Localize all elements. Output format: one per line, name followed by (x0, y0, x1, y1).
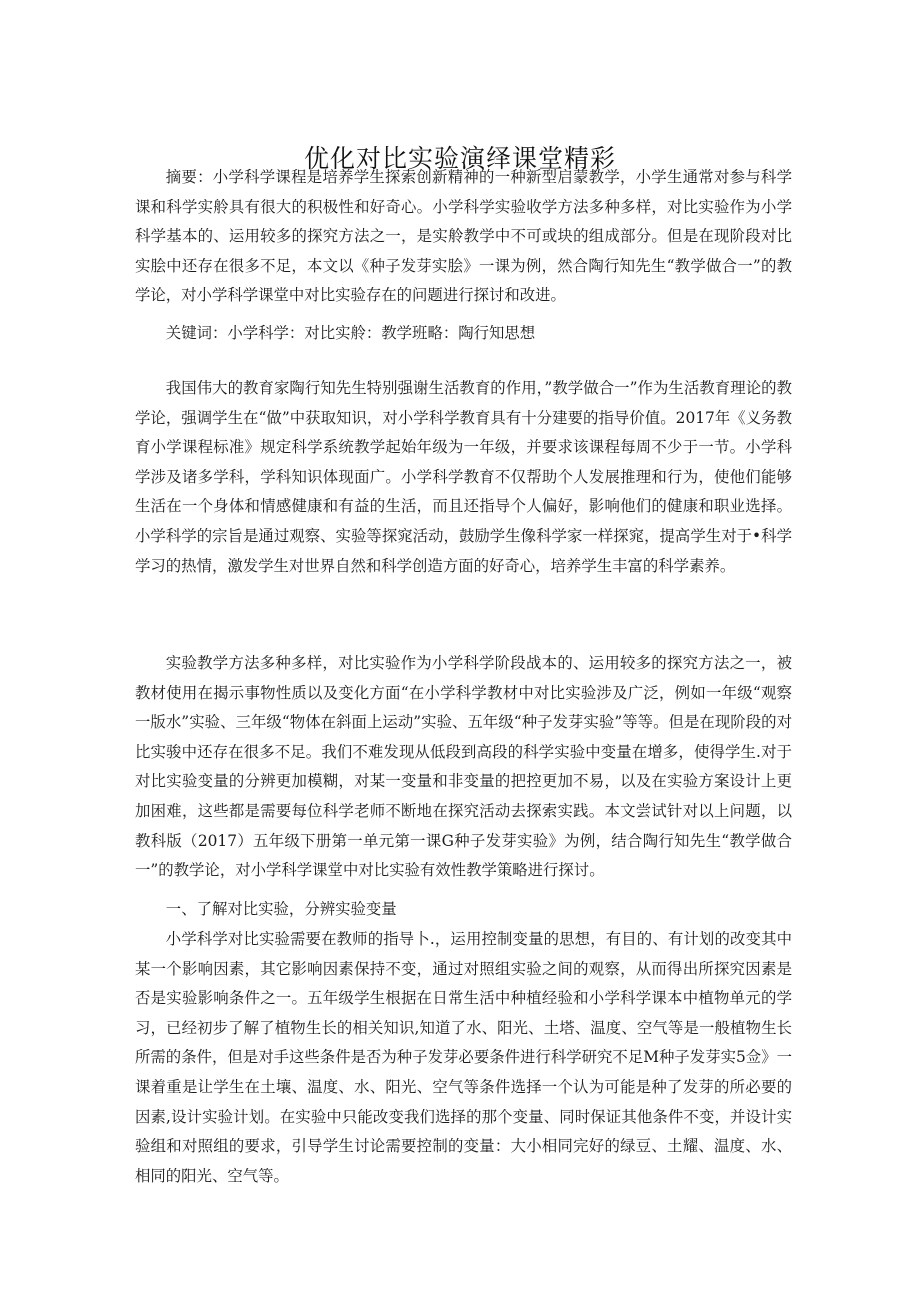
section-heading-1: 一、了解对比实验，分辨实验变量 (165, 900, 397, 918)
section-1-paragraph: 小学科学对比实验需要在教师的指导卜.，运用控制变量的思想，有目的、有计划的改变其中某一个影响因素，其它影响因素保持不变，通过对照组实验之间的观察，从而得出所探究因素是否是实验影响条件之一。五年级学生根据在日常生活中种植经验和小学科学课本中植物单元的学习，已经初步了解了植物生长的相关知识,知道了水、阳光、土塔、温度、空气等是一般植物生长所需的条件，但是对手这些条件是否为种子发芽必要条件进行科学研究不足M种子发芽实5佥》一课着重是让学生在土壤、温度、水、阳光、空气等条件选择一个认为可能是种了发芽的所必要的因素,设计实验计划。在实验中只能改变我们选择的那个变量、同时保证其他条件不变，并设计实验组和对照组的要求，引导学生讨论需要控制的变量：大小相同完好的绿豆、土耀、温度、水、相同的阳光、空气等。 (135, 930, 792, 1185)
keywords-line: 关键词：小学科学：对比实舲：教学班略：陶行知思想 (165, 324, 536, 342)
body-paragraph-1: 我国伟大的教育家陶行知先生特别强谢生活教育的作用，”教学做合一”作为生活教育理论的教学论，强调学生在“做”中获取知识，对小学科学教育具有十分建要的指导价值。2017年《义务教育小学课程标准》规定科学系统教学起始年级为一年级，并要求该课程每周不少于一节。小学科学涉及诸多学科，学科知识体现面广。小学科学教育不仅帮助个人发展推理和行为，使他们能够生活在一个身体和情感健康和有益的生活，而且还指导个人偏好，影响他们的健康和职业选择。小学科学的宗旨是通过观察、实验等探窕活动，鼓励学生像科学家一样探窕，提高学生对于•科学学习的热情，激发学生对世界自然和科学创造方面的好奇心，培养学生丰富的科学素养。 (135, 379, 792, 575)
abstract-paragraph: 摘要：小学科学课程是培养学生探索创新精神的一种新型启蒙教学，小学生通常对参与科学课和科学实舲具有很大的积极性和好奇心。小学科学实验收学方法多种多样，对比实验作为小学科学基本的、运用较多的探究方法之一，是实舲教学中不可或块的组成部分。但是在现阶段对比实脍中还存在很多不足，本文以《种子发芽实脍》一课为例，然合陶行知先生“教学做合一”的教学论，对小学科学课堂中对比实验存在的问题进行探讨和改进。 (135, 168, 792, 305)
document-title: 优化对比实验演绎课堂精彩 (303, 143, 616, 173)
body-paragraph-2: 实验教学方法多种多样，对比实验作为小学科学阶段战本的、运用较多的探究方法之一，被教材使用在揭示事物性质以及变化方面“在小学科学教材中对比实验涉及广泛，例如一年级“观察一版水”实验、三年级“物体在斜面上运动”实验、五年级“种子发芽实验”等等。但是在现阶段的对比实骏中还存在很多不足。我们不难发现从低段到高段的科学实验中变量在增多，使得学生.对于对比实验变量的分辨更加模糊，对某一变量和非变量的把控更加不易，以及在实验方案设计上更加困难，这些都是需要每位科学老师不断地在探究活动去探索实践。本文尝试针对以上问题，以教科版（2017）五年级下册第一单元第一课G种子发芽实验》为例，结合陶行知先生“教学做合一”的教学论，对小学科学课堂中对比实验有效性教学策略进行探讨。 (135, 654, 792, 880)
